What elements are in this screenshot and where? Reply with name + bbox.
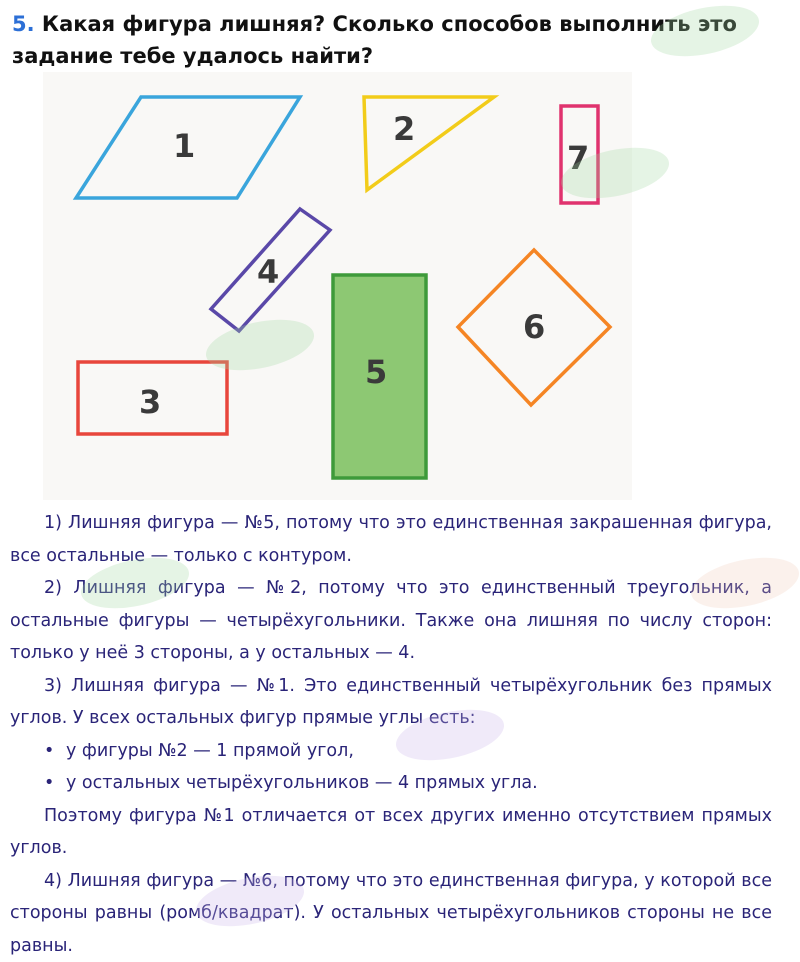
figure-2-label: 2 — [393, 110, 415, 148]
answer-1: 1) Лишняя фигура — №5, потому что это единственная закрашенная фигура, все остальные — только с контуром. — [10, 507, 772, 572]
figure-6-label: 6 — [523, 308, 545, 346]
figure-3-label: 3 — [139, 383, 161, 421]
list-item — [10, 735, 772, 768]
figure-2-triangle — [364, 97, 494, 190]
list-item — [10, 767, 772, 800]
answer-2: 2) Лишняя фигура — №2, потому что это единственный треугольник, а остальные фигуры — четырёхугольники. Также она лишняя по числу сторон: только у неё 3 стороны, а у остальных — 4. — [10, 572, 772, 670]
bullet-icon: • — [44, 767, 54, 800]
list-item-text: у остальных четырёхугольников — 4 прямых угла. — [66, 773, 538, 793]
answer-4: 4) Лишняя фигура — №6, потому что это единственная фигура, у которой все стороны равны (ромб/квадрат). У остальных четырёхугольников стороны не все равны. — [10, 865, 772, 962]
figures-canvas — [43, 72, 632, 500]
task-number: 5. — [12, 12, 35, 36]
figure-5-label: 5 — [365, 353, 387, 391]
figure-1-label: 1 — [173, 127, 195, 165]
figure-7-label: 7 — [567, 139, 589, 177]
figure-4-label: 4 — [257, 253, 279, 291]
task-text: Какая фигура лишняя? Сколько способов выполнить это задание тебе удалось найти? — [12, 12, 737, 68]
answer-3-conclusion: Поэтому фигура №1 отличается от всех других именно отсутствием прямых углов. — [10, 800, 772, 865]
list-item-text: у фигуры №2 — 1 прямой угол, — [66, 741, 354, 761]
bullet-icon: • — [44, 735, 54, 768]
answer-3: 3) Лишняя фигура — №1. Это единственный четырёхугольник без прямых углов. У всех остальных фигур прямые углы есть: — [10, 670, 772, 735]
right-angle-list — [10, 735, 772, 800]
figures-illustration — [43, 72, 632, 500]
